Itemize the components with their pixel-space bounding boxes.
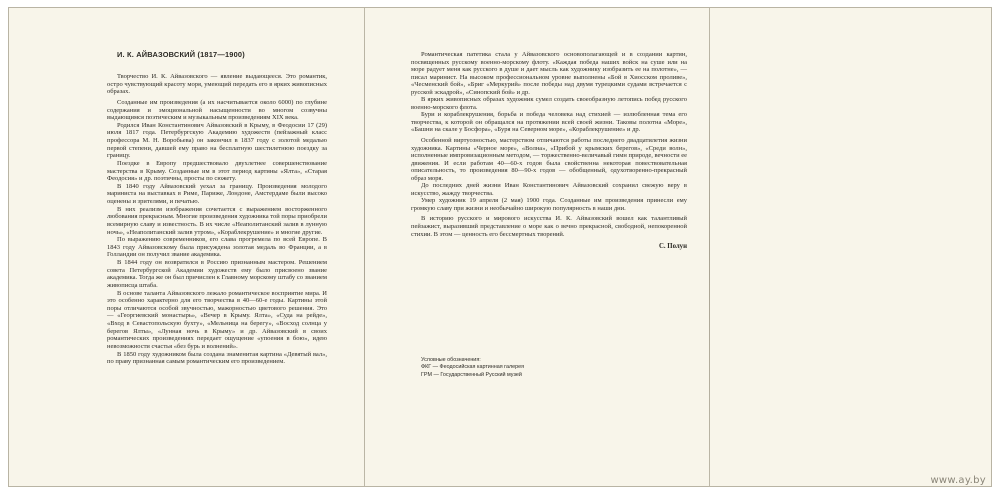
abbreviations-legend	[421, 357, 661, 379]
legend-item: ФКГ — Феодосийская картинная галерея	[421, 364, 525, 371]
paragraph: До последних дней жизни Иван Константинович Айвазовский сохранил свежую веру в искусство, жажду творчества.	[411, 182, 687, 197]
paragraph: Умер художник 19 апреля (2 мая) 1900 года. Созданные им произведения принесли ему громкую славу при жизни и необычайно широкую популярность в наши дни.	[411, 197, 687, 212]
legend-item: ГРМ — Государственный Русский музей	[421, 371, 522, 378]
biography-column	[107, 50, 327, 366]
continuation-text	[411, 51, 687, 238]
paragraph: В основе таланта Айвазовского лежало романтическое восприятие мира. И это особенно характерно для его творчества в 40—60-е годы. Картины этой поры отличаются особой звучностью, мажорностью цветового решения. Это — «Георгиевский монастырь», «Вечер в Крыму. Ялта», «Суда на рейде», «Вход в Севастопольскую бухту», «Мельница на берегу», «Восход солнца у берегов Ялты», «Лунная ночь в Крыму» и др. Айвазовский в своих романтических произведениях передает ощущение «упоения в бою», идею невозможности счастья «без бурь и волнений».	[107, 289, 327, 350]
site-watermark: www.ay.by	[930, 475, 986, 486]
paragraph: Романтическая патетика стала у Айвазовского основополагающей и в создании картин, посвященных русскому военно-морскому флоту. «Каждая победа наших войск на суше или на море радует меня как русского в душе и дает мысль как художнику изобразить ее на полотне», — писал маринист. На высоком профессиональном уровне выполнены «Бой в Хиосском проливе», «Чесменский бой», «Бриг «Меркурий» после победы над двумя турецкими судами встречается с русской эскадрой», «Синопский бой» и др.	[411, 51, 687, 96]
paragraph: Поездке в Европу предшествовало двухлетнее совершенствование мастерства в Крыму. Созданные им в этот период картины «Ялта», «Старая Феодосия» и др. поэтичны, просты по сюжету.	[107, 159, 327, 183]
paragraph: В ярких живописных образах художник сумел создать своеобразную летопись побед русского военно-морского флота.	[411, 96, 687, 111]
paragraph: В них реализм изображения сочетается с выражением восторженного любования прекрасным. Многие произведения художника той поры приобрели всемирную славу и известность. В их числе «Неаполитанский залив в лунную ночь», «Неаполитанский залив утром», «Кораблекрушение» и многие другие.	[107, 205, 327, 236]
folded-booklet-sheet	[8, 7, 992, 487]
paragraph: Творчество И. К. Айвазовского — явление выдающееся. Это романтик, остро чувствующий красоту моря, умеющий передать его в ярких живописных образах.	[107, 73, 327, 96]
paragraph: Бури и кораблекрушения, борьба и победа человека над стихией — излюбленная тема его творчества, к которой он обращался на протяжении всей своей жизни. Таковы полотна «Море», «Башни на скале у Босфора», «Буря на Северном море», «Кораблекрушение» и др.	[411, 111, 687, 134]
fold-line-right	[709, 8, 710, 486]
paragraph: В 1850 году художником была создана знаменитая картина «Девятый вал», по праву признанная самым романтическим его произведением.	[107, 350, 327, 366]
paragraph: Особенной виртуозностью, мастерством отличаются работы последнего двадцатилетия жизни художника. Картины «Черное море», «Волна», «Прибой у крымских берегов», «Среди волн», исполненные импровизационным методом, — торжественно-величавый гимн природе, вечности ее движения. И если работам 40—60-х годов была свойственна некоторая повествовательная описательность, то произведения 80—90-х годов — обобщенный, одухотворенно-прекрасный образ моря.	[411, 137, 687, 182]
paragraph: Созданные им произведения (а их насчитывается около 6000) по глубине содержания и эмоциональной насыщенности во многом созвучны выдающимся поэтическим и музыкальным произведениям XIX века.	[107, 98, 327, 122]
paragraph: В 1840 году Айвазовский уехал за границу. Произведения молодого мариниста на выставках в Риме, Париже, Лондоне, Амстердаме были высоко оценены и зрителями, и печатью.	[107, 182, 327, 205]
continuation-column	[411, 51, 687, 251]
biography-text	[107, 73, 327, 366]
paragraph: По выражению современников, его слава прогремела по всей Европе. В 1843 году Айвазовскому была присуждена золотая медаль во Франции, а в Голландии он получил звание академика.	[107, 236, 327, 259]
paragraph: Родился Иван Константинович Айвазовский в Крыму, в Феодосии 17 (29) июля 1817 года. Петербургскую Академию художеств (пейзажный класс профессора М. Н. Воробьева) он закончил в 1837 году с золотой медалью первой степени, давшей ему право на бесплатную шестилетнюю поездку за границу.	[107, 121, 327, 160]
paragraph: В историю русского и мирового искусства И. К. Айвазовский вошел как талантливый пейзажист, выразивший представление о море как о вечно прекрасной, свободной, непокоренной стихии. В этом — ценность его бессмертных творений.	[411, 215, 687, 238]
article-title: И. К. АЙВАЗОВСКИЙ (1817—1900)	[117, 50, 245, 59]
legend-heading: Условные обозначения:	[421, 357, 481, 363]
paragraph: В 1844 году он возвратился в Россию признанным мастером. Решением совета Петербургской Академии художеств ему было присвоено звание академика. Тогда же он был причислен к Главному морскому штабу со званием живописца штаба.	[107, 259, 327, 289]
fold-line-left	[364, 8, 365, 486]
author-signature: С. Полун	[658, 243, 687, 251]
